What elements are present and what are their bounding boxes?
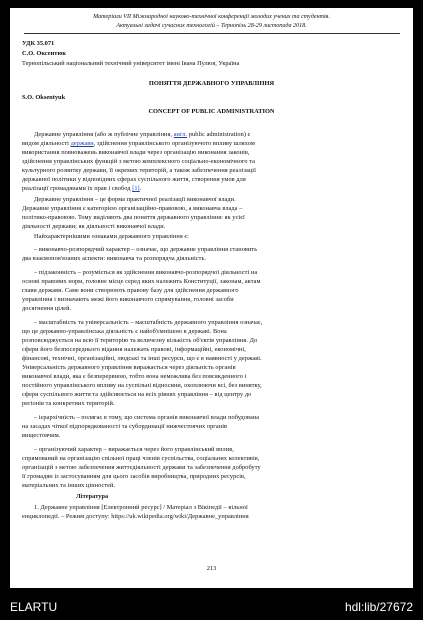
handle-id: hdl:lib/27672	[344, 600, 413, 614]
references-heading: Література	[76, 493, 109, 500]
author-en: S.O. Oksentyuk	[22, 94, 66, 101]
header-rule	[24, 33, 400, 34]
p2-line2: Державне управління є категорією організаційно-правовою, а виконавча влада –	[22, 205, 243, 212]
p2-line1: Державне управління – це форма практичної реалізації виконавчої влади.	[34, 196, 236, 203]
p1-text: видом діяльності	[22, 140, 71, 147]
title-ua: ПОНЯТТЯ ДЕРЖАВНОГО УПРАВЛІННЯ	[148, 80, 275, 87]
p1-text: public administration) є	[187, 131, 251, 138]
p5-line4: управління і визначають межі його виконавчого спрямування, головні засоби	[22, 296, 234, 303]
p6-line4: сфери його безпосереднього відання належать правові, інформаційні, економічні,	[22, 346, 246, 353]
reference-link-1[interactable]: [1]	[132, 185, 140, 192]
p6-line6: Універсальність державного управління виражається через діяльність органів	[22, 364, 236, 371]
p5-line2: основі правових норм, головне місце серед яких належить Конституції, законам, актам	[22, 278, 261, 285]
conference-header-line1: Матеріали VII Міжнародної науково-технічної конференції молодих учених та студентів.	[93, 14, 330, 20]
reference-1-line2: енциклопедії. – Режим доступу: https://uk.wikipedia.org/wiki/Державне_управління	[22, 513, 249, 520]
link-angl[interactable]: англ.	[173, 131, 188, 138]
p6-line8: постійного управлінського впливу на суспільні відносини, охоплюючи всі, без винятку,	[22, 382, 262, 389]
p1-text: , здійснення управлінського організуючого впливу шляхом	[93, 140, 255, 147]
repository-name: ELARTU	[10, 600, 58, 614]
p1-line2	[22, 140, 255, 147]
p7-line2: на засадах чіткої підпорядкованості та субординації нижчестоячих органів	[22, 423, 228, 430]
p5-line3: глави держави. Саме вони створюють правову базу для здійснення державного	[22, 287, 239, 294]
p8-line5: матеріальних та інших цінностей.	[22, 482, 116, 489]
conference-header-line2: Актуальні задачі сучасних технологій – Тернопіль 28-29 листопада 2018.	[116, 23, 307, 29]
p5-line5: досягнення цілей.	[22, 305, 72, 312]
p1-line3: використання повноважень виконавчої влади через організацію виконання законів,	[22, 149, 250, 156]
p6-line3: розповсюджується на всю її територію та величезну кількість об'єктів управління. До	[22, 337, 258, 344]
p1-text: .	[139, 185, 142, 192]
title-en: CONCEPT OF PUBLIC ADMINISTRATION	[148, 108, 275, 115]
p1-line5: культурного розвитку держави, її окремих територій, а також забезпечення реалізації	[22, 167, 256, 174]
p2-line4: діяльності держави; як діяльності виконавчої влади.	[22, 223, 166, 230]
udk-code: УДК 35.071	[22, 40, 55, 47]
p1-line7	[22, 185, 141, 192]
p8-line3: організацій з метою забезпечення життєдіяльності держави та забезпечення добробуту	[22, 464, 261, 471]
document-page	[10, 8, 413, 588]
p4-line1: – виконавчо-розпорядчий характер – означає, що державне управління становить	[34, 246, 258, 253]
p8-line4: її громадян із застосуванням для цього засобів виробництва, природних ресурсів,	[22, 473, 246, 480]
p1-line4: здійснення управлінських функцій з метою комплексного соціально-економічного та	[22, 158, 256, 165]
p1-text: реалізації громадянами їх прав і свобод	[22, 185, 133, 192]
reference-1-line1: 1. Державне управління [Електронний ресурс] / Матеріал з Вікіпедії – вільної	[34, 504, 248, 511]
author-ua: С.О. Оксентюк	[22, 50, 67, 57]
p4-line2: два взаємопов'язаних аспекти: виконавча та розпорядча діяльність.	[22, 255, 207, 262]
p6-line7: виконавчої влади, яка є безперервною, тобто вона неможлива без повсякденного і	[22, 373, 247, 380]
p6-line10: регіонів та конкретних територій.	[22, 400, 115, 407]
p7-line1: – ієрархічність – полягає в тому, що система органів виконавчої влади побудована	[34, 414, 260, 421]
p8-line1: – організуючий характер – виражається через його управлінський вплив,	[34, 446, 234, 453]
link-derzhavy[interactable]: держави	[70, 140, 94, 147]
p6-line5: фінансові, технічні, організаційні, людські та інші ресурси, що є в наявності у державі.	[22, 355, 262, 362]
p7-line3: вищестоячим.	[22, 432, 61, 439]
page-number: 213	[206, 565, 217, 572]
p8-line2: спрямований на організацію спільної праці членів суспільства, соціальних колективів,	[22, 455, 260, 462]
p5-line1: – підзаконність – розуміється як здійснення виконавчо-розпорядчої діяльності на	[34, 269, 258, 276]
p2-line3: політико-правовою. Тому виділяють два поняття державного управління: як усієї	[22, 214, 245, 221]
p6-line1: – масштабність та універсальність – масштабність державного управління означає,	[34, 319, 263, 326]
viewer-footer-bar	[0, 596, 423, 620]
p1-line6: державної політики у відповідних сферах суспільного життя, створення умов для	[22, 176, 246, 183]
affiliation: Тернопільський національний технічний університет імені Івана Пулюя, Україна	[22, 60, 240, 67]
p1-text: Державне управління (або ж публічне управління,	[34, 131, 174, 138]
p1-line1	[34, 131, 250, 138]
p6-line2: що це державно-управлінська діяльність є найоб'ємнішою в державі. Вона	[22, 328, 227, 335]
p3-line1: Найхарактернішими ознаками державного управління є:	[34, 233, 189, 240]
p6-line9: сфери суспільного життя та здійснюється на всіх рівнях управління – від центру до	[22, 391, 252, 398]
